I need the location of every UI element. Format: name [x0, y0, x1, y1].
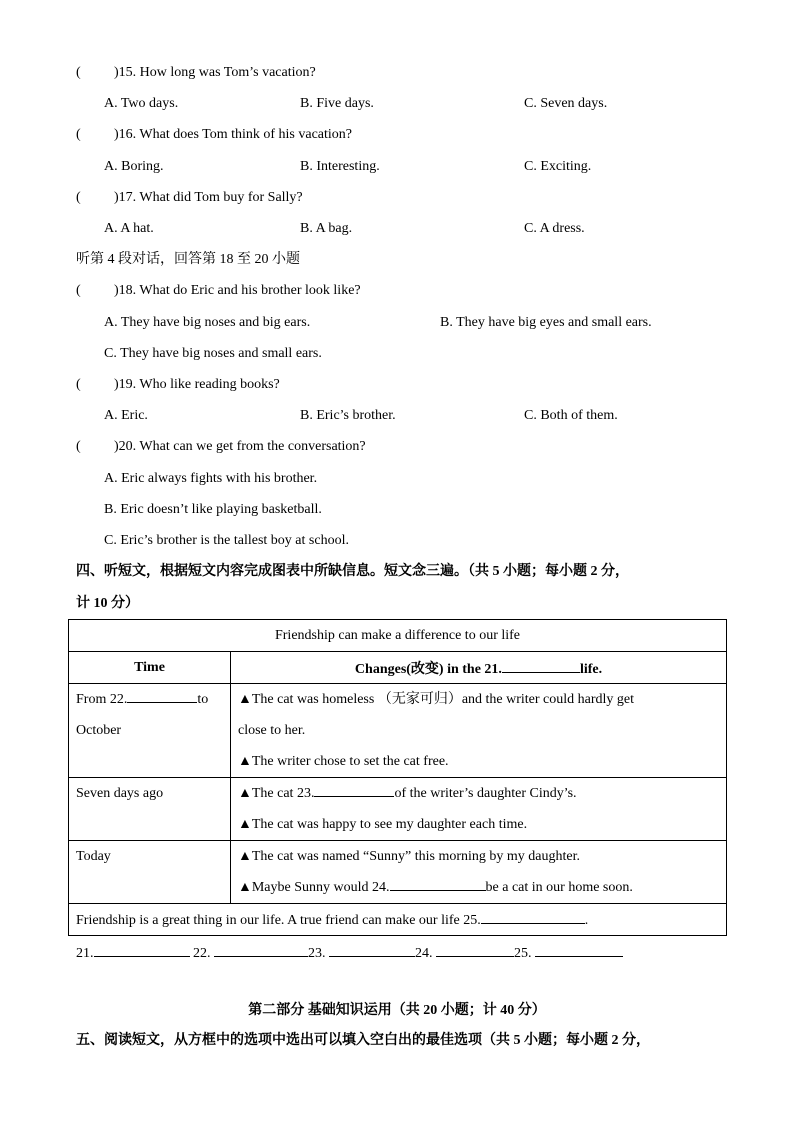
option-b: B. They have big eyes and small ears. — [440, 315, 652, 330]
part-2-title: 第二部分 基础知识运用（共 20 小题；计 40 分） — [248, 1003, 546, 1018]
option-b: B. Eric doesn’t like playing basketball. — [104, 502, 322, 517]
changes-cell — [231, 684, 727, 778]
section-4-heading: 四、听短文，根据短文内容完成图表中所缺信息。短文念三遍。（共 5 小题；每小题 2 分， — [76, 564, 629, 579]
answer-label: 21. — [76, 946, 94, 961]
answer-label: 25. — [514, 946, 532, 961]
question-15 — [76, 64, 316, 82]
time-label-line2: October — [76, 723, 122, 738]
section-note: 听第 4 段对话，回答第 18 至 20 小题 — [76, 252, 300, 267]
time-cell — [69, 778, 231, 841]
question-17 — [76, 189, 303, 207]
option-a: A. A hat. — [104, 221, 154, 236]
option-c: C. A dress. — [524, 221, 585, 236]
blank-25[interactable] — [481, 910, 585, 924]
change-line: ▲Maybe Sunny would 24. — [238, 880, 390, 895]
time-label: Today — [76, 849, 111, 864]
answer-paren: ( — [76, 127, 81, 142]
time-label-suffix: to — [197, 692, 209, 707]
time-cell — [69, 841, 231, 904]
change-line: ▲The cat 23. — [238, 786, 315, 801]
blank-21[interactable] — [502, 659, 580, 673]
table-title: Friendship can make a difference to our life — [69, 620, 727, 652]
blank-22[interactable] — [127, 689, 197, 703]
option-c: C. Both of them. — [524, 408, 618, 423]
option-a: A. Boring. — [104, 159, 164, 174]
time-label: From 22. — [76, 692, 128, 707]
answer-blank-24[interactable] — [436, 943, 514, 957]
answer-blank-21[interactable] — [94, 943, 190, 957]
change-line: ▲The cat was happy to see my daughter each time. — [238, 817, 528, 832]
answer-blank-25[interactable] — [535, 943, 623, 957]
change-line: ▲The cat was homeless （无家可归）and the writer could hardly get — [238, 692, 635, 707]
footer-text: Friendship is a great thing in our life. A true friend can make our life 25. — [76, 913, 481, 928]
question-stem: )16. What does Tom think of his vacation? — [114, 127, 353, 142]
header-changes — [231, 652, 727, 684]
changes-cell — [231, 778, 727, 841]
option-c: C. Seven days. — [524, 96, 608, 111]
option-c: C. Eric’s brother is the tallest boy at school. — [104, 533, 349, 548]
option-b: B. A bag. — [300, 221, 353, 236]
question-stem: )20. What can we get from the conversation? — [114, 439, 366, 454]
answer-paren: ( — [76, 439, 81, 454]
option-a: A. They have big noses and big ears. — [104, 315, 311, 330]
option-a: A. Two days. — [104, 96, 179, 111]
option-c: C. They have big noses and small ears. — [104, 346, 322, 361]
changes-cell — [231, 841, 727, 904]
change-line: close to her. — [238, 723, 306, 738]
option-a: A. Eric always fights with his brother. — [104, 471, 318, 486]
change-line-suffix: of the writer’s daughter Cindy’s. — [394, 786, 577, 801]
option-a: A. Eric. — [104, 408, 148, 423]
question-20 — [76, 438, 366, 456]
answer-label: 24. — [415, 946, 433, 961]
question-stem: )19. Who like reading books? — [114, 377, 280, 392]
answer-line — [76, 943, 623, 963]
question-16 — [76, 126, 352, 144]
question-stem: )18. What do Eric and his brother look like? — [114, 283, 361, 298]
answer-blank-23[interactable] — [329, 943, 415, 957]
answer-paren: ( — [76, 377, 81, 392]
answer-paren: ( — [76, 283, 81, 298]
option-b: B. Interesting. — [300, 159, 380, 174]
answer-paren: ( — [76, 190, 81, 205]
blank-23[interactable] — [314, 783, 394, 797]
answer-label: 22. — [193, 946, 211, 961]
section-4-heading-cont: 计 10 分） — [76, 596, 139, 611]
change-line: ▲The writer chose to set the cat free. — [238, 754, 449, 769]
answer-paren: ( — [76, 65, 81, 80]
time-cell — [69, 684, 231, 778]
time-label: Seven days ago — [76, 786, 164, 801]
question-18 — [76, 282, 361, 300]
question-19 — [76, 376, 280, 394]
blank-24[interactable] — [390, 877, 486, 891]
option-c: C. Exciting. — [524, 159, 592, 174]
header-time: Time — [69, 652, 231, 684]
answer-label: 23. — [308, 946, 326, 961]
change-line-suffix: be a cat in our home soon. — [485, 880, 633, 895]
option-b: B. Five days. — [300, 96, 374, 111]
answer-blank-22[interactable] — [214, 943, 308, 957]
header-changes-label: Changes(改变) in the 21. — [354, 661, 502, 677]
question-stem: )17. What did Tom buy for Sally? — [114, 190, 303, 205]
table-footer — [69, 904, 727, 936]
option-b: B. Eric’s brother. — [300, 408, 396, 423]
section-5-heading: 五、阅读短文，从方框中的选项中选出可以填入空白出的最佳选项（共 5 小题；每小题 2 分， — [76, 1033, 650, 1048]
header-changes-suffix: life. — [579, 661, 603, 677]
friendship-table — [68, 619, 727, 936]
question-stem: )15. How long was Tom’s vacation? — [114, 65, 316, 80]
change-line: ▲The cat was named “Sunny” this morning by my daughter. — [238, 849, 581, 864]
footer-suffix: . — [584, 913, 589, 928]
